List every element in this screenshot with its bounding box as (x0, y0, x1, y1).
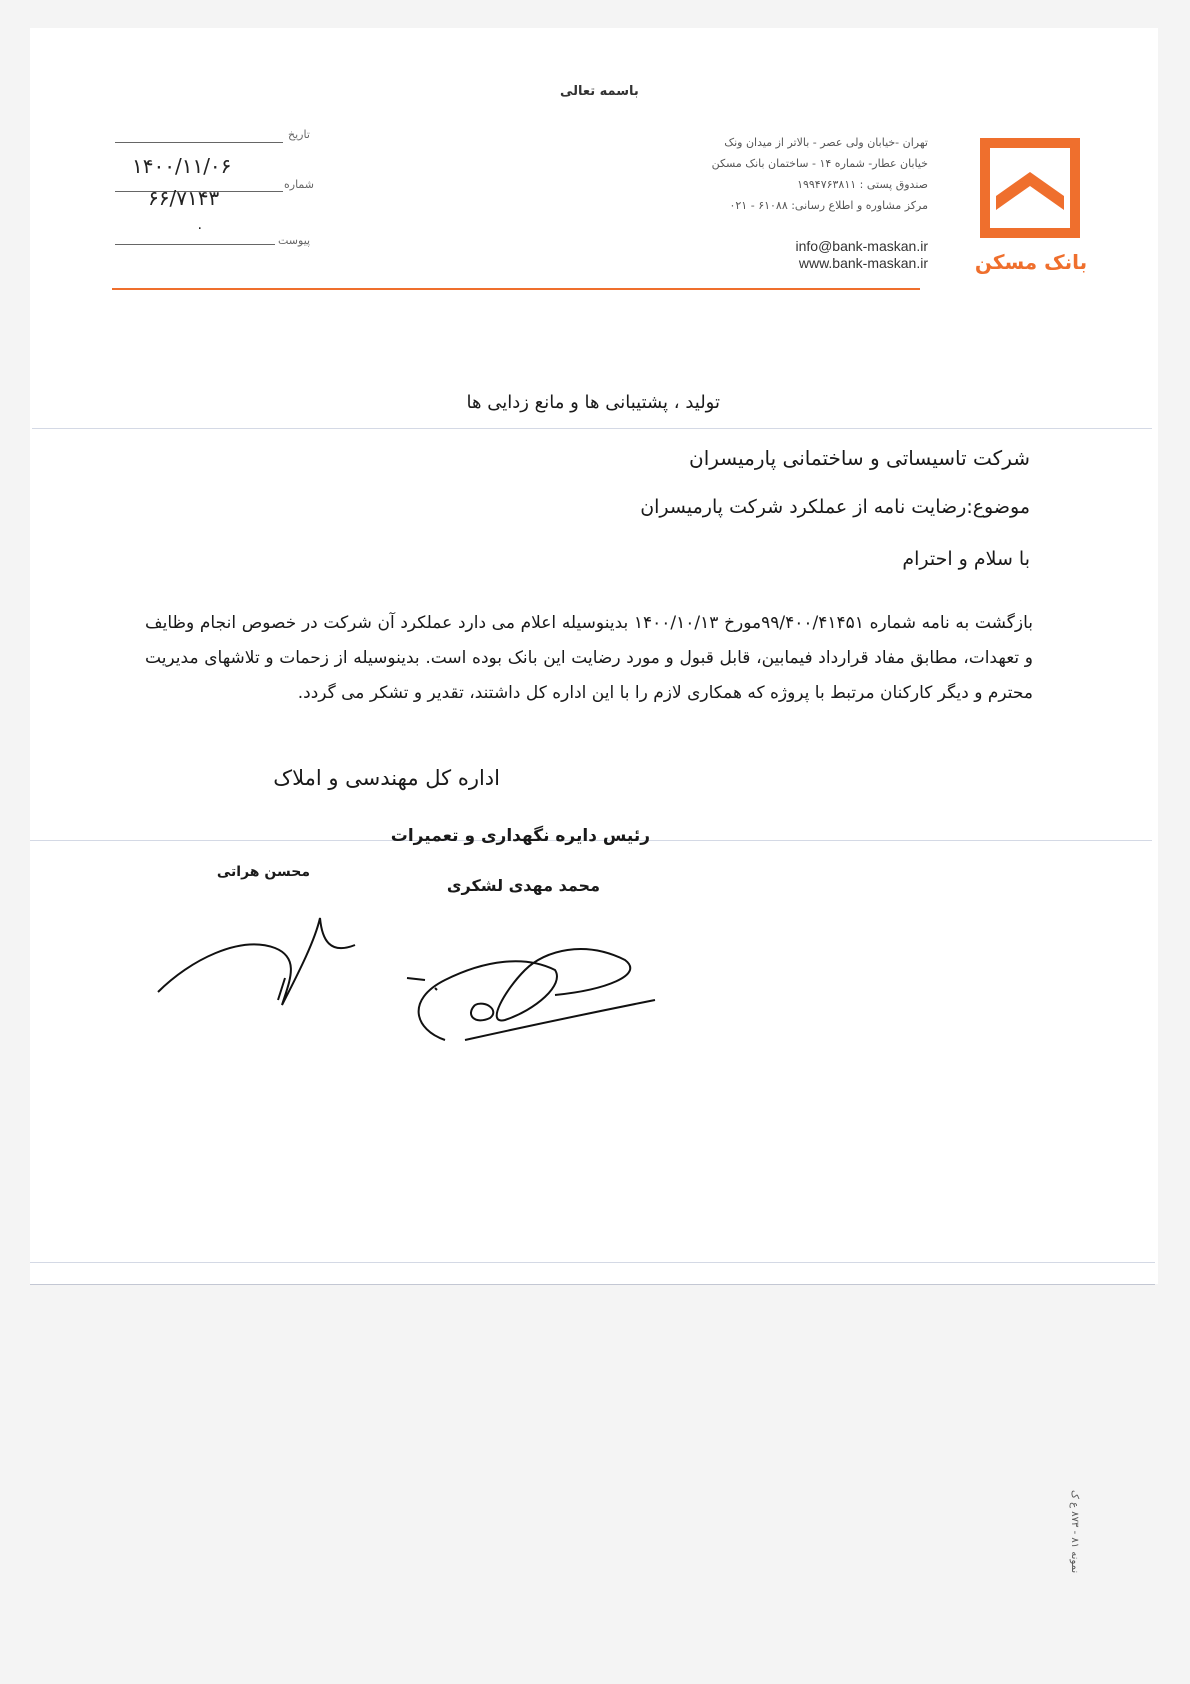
scan-artifact-line (30, 1284, 1155, 1285)
attachment-rule (115, 244, 275, 245)
bank-logo (980, 138, 1080, 238)
address-line: مرکز مشاوره و اطلاع رسانی: ۶۱۰۸۸ - ۰۲۱ (729, 199, 928, 212)
date-label: تاریخ (288, 128, 310, 141)
attachment-label: پیوست (278, 234, 311, 247)
number-label: شماره (284, 178, 315, 191)
date-value: ۱۴۰۰/۱۱/۰۶ (132, 154, 232, 178)
scan-artifact-line (32, 428, 1152, 429)
header-divider (112, 288, 920, 290)
scan-artifact-line (30, 1262, 1155, 1263)
signature-right (405, 930, 665, 1060)
number-value: ۶۶/۷۱۴۳ (148, 186, 220, 210)
address-line: تهران -خیابان ولی عصر - بالاتر از میدان ونک (724, 136, 928, 149)
form-code: نمونه ۸۱ - ۸۷۳ ع ک (1069, 1490, 1080, 1574)
signer-name-left: محسن هراتی (216, 864, 310, 880)
bank-contact (796, 238, 929, 272)
bank-website[interactable]: www.bank-maskan.ir (798, 255, 928, 271)
house-roof-icon (990, 148, 1070, 228)
signer-title: رئیس دایره نگهداری و تعمیرات (390, 826, 650, 846)
addressee: شرکت تاسیساتی و ساختمانی پارمیسران (689, 446, 1030, 470)
bank-logo-text: بانک مسکن (974, 250, 1088, 274)
date-rule (115, 142, 283, 143)
basmala: باسمه تعالی (560, 84, 639, 99)
signer-name-right: محمد مهدی لشکری (446, 876, 600, 895)
letter-body: بازگشت به نامه شماره ۹۹/۴۰۰/۴۱۴۵۱مورخ ۱۴۰۰/۱۰/۱۳ بدینوسیله اعلام می دارد عملکرد آن شرکت در خصوص انجام وظایف و تعهدات، مطابق مفاد قرارداد فیمابین، قابل قبول و مورد رضایت این بانک بوده است. بدینوسیله از زحمات و تلاشهای مدیریت محترم و دیگر کارکنان مرتبط با پروژه که همکاری لازم را با این اداره کل داشتند، تقدیر و تشکر می گردد. (145, 613, 1033, 703)
subject-line: موضوع:رضایت نامه از عملکرد شرکت پارمیسران (640, 496, 1030, 518)
attachment-value: ۰ (196, 220, 204, 236)
bank-email[interactable]: info@bank-maskan.ir (795, 238, 928, 254)
greeting: با سلام و احترام (902, 548, 1030, 570)
bank-address (588, 132, 928, 216)
address-line: صندوق پستی : ۱۹۹۴۷۶۳۸۱۱ (797, 178, 928, 191)
address-line: خیابان عطار- شماره ۱۴ - ساختمان بانک مسکن (711, 157, 928, 170)
department-name: اداره کل مهندسی و املاک (273, 766, 500, 790)
signature-left (150, 900, 370, 1030)
cc-line: تولید ، پشتیبانی ها و مانع زدایی ها (466, 392, 720, 413)
